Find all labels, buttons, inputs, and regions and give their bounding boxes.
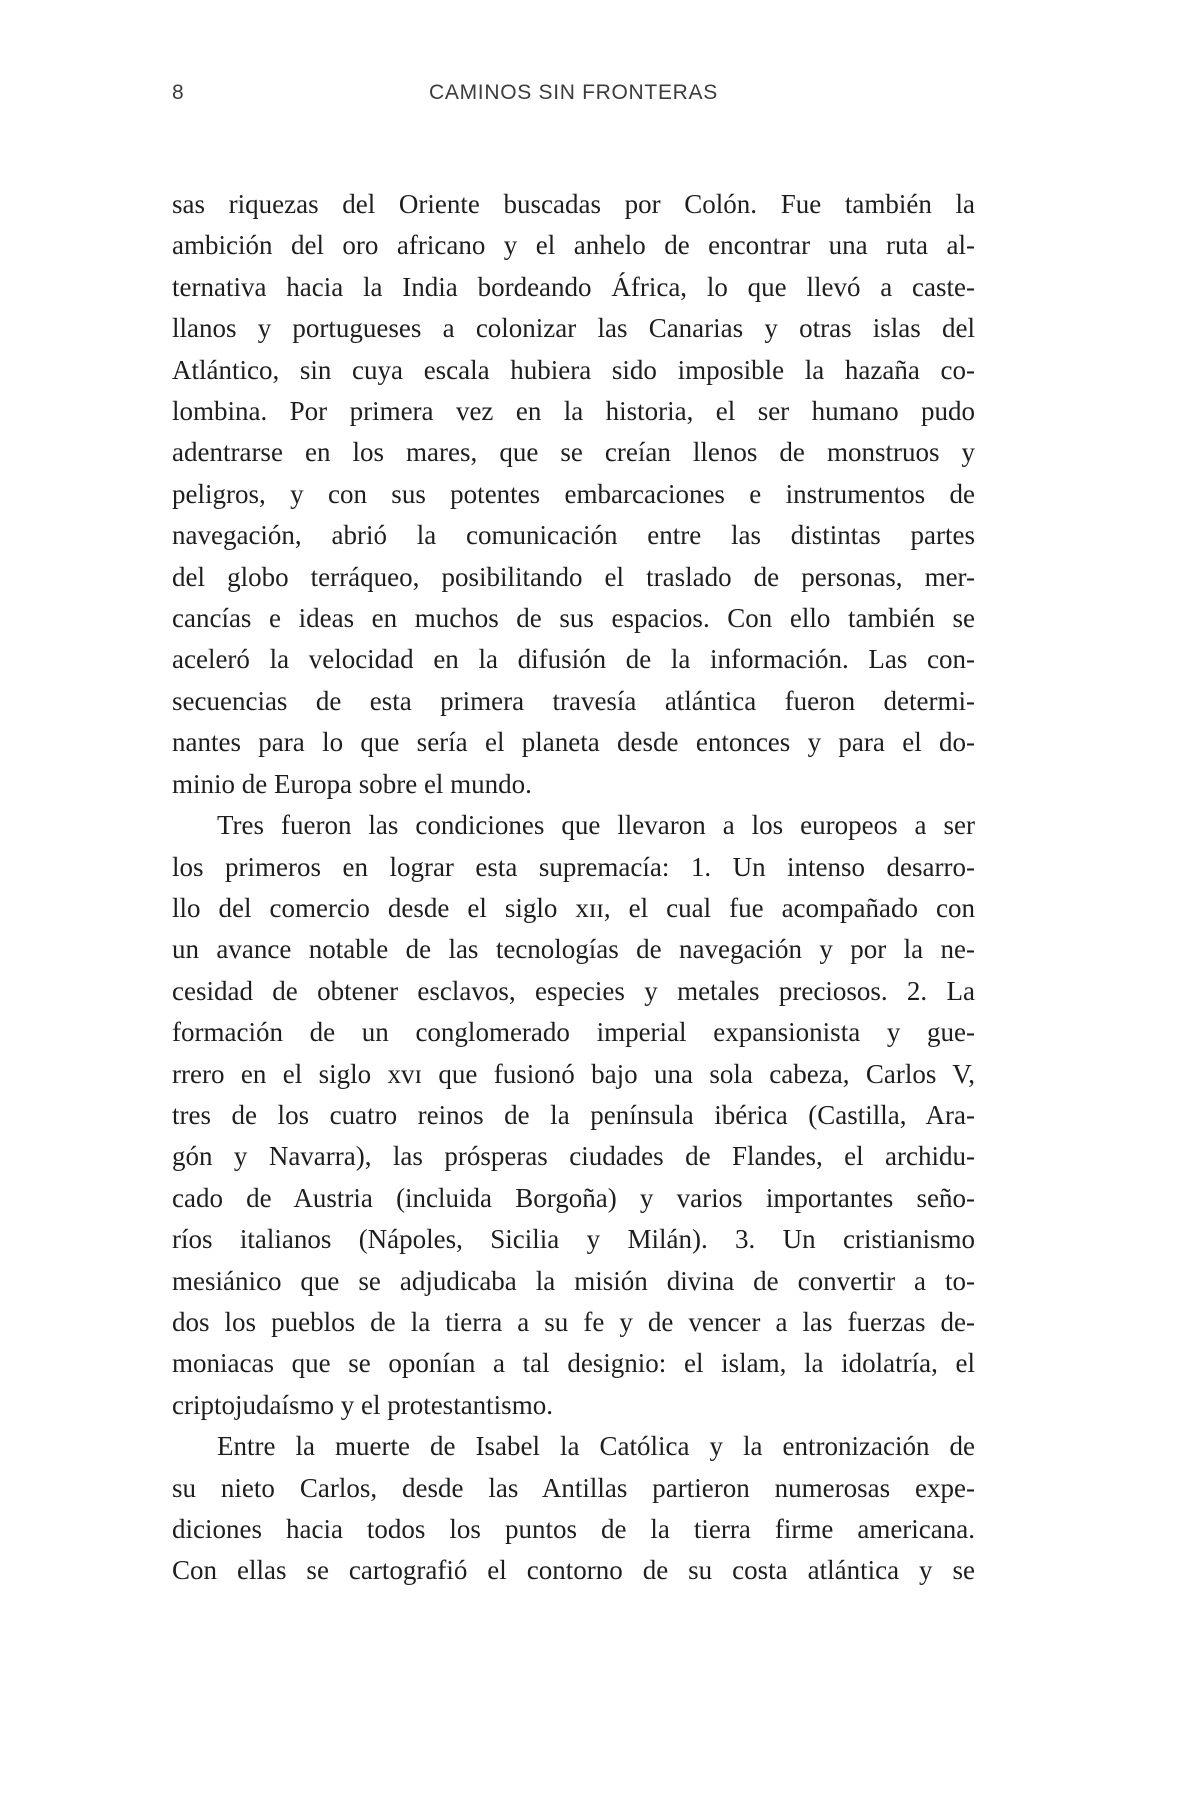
text-line: mesiánico que se adjudicaba la misión divina de convertir a to-: [172, 1265, 975, 1296]
text-line: secuencias de esta primera travesía atlántica fueron determi-: [172, 685, 975, 716]
paragraph: [172, 805, 975, 1426]
text-line: sas riquezas del Oriente buscadas por Colón. Fue también la: [172, 189, 975, 219]
text-line: nantes para lo que sería el planeta desde entonces y para el do-: [172, 727, 975, 758]
text-line: Con ellas se cartografió el contorno de su costa atlántica y se: [172, 1555, 975, 1586]
text-line: adentrarse en los mares, que se creían llenos de monstruos y: [172, 437, 975, 468]
text-line: rrero en el siglo xᴠɪ que fusionó bajo una sola cabeza, Carlos V,: [172, 1058, 975, 1089]
text-line: ambición del oro africano y el anhelo de encontrar una ruta al-: [172, 230, 975, 261]
text-line: Entre la muerte de Isabel la Católica y la entronización de: [217, 1431, 975, 1462]
text-line: Atlántico, sin cuya escala hubiera sido imposible la hazaña co-: [172, 354, 975, 385]
text-line: tres de los cuatro reinos de la península ibérica (Castilla, Ara-: [172, 1099, 975, 1130]
page-header: [172, 82, 975, 106]
text-line: gón y Navarra), las prósperas ciudades de Flandes, el archidu-: [172, 1141, 975, 1172]
text-line: minio de Europa sobre el mundo.: [172, 768, 532, 799]
text-line: llanos y portugueses a colonizar las Canarias y otras islas del: [172, 313, 975, 344]
text-line: lombina. Por primera vez en la historia, el ser humano pudo: [172, 396, 975, 427]
text-line: peligros, y con sus potentes embarcaciones e instrumentos de: [172, 478, 975, 509]
text-line: cancías e ideas en muchos de sus espacios. Con ello también se: [172, 603, 975, 634]
paragraph: [172, 184, 975, 805]
text-line: diciones hacia todos los puntos de la tierra firme americana.: [172, 1514, 975, 1544]
text-line: un avance notable de las tecnologías de navegación y por la ne-: [172, 934, 975, 965]
text-line: dos los pueblos de la tierra a su fe y de vencer a las fuerzas de-: [172, 1306, 975, 1337]
text-line: llo del comercio desde el siglo xɪɪ, el cual fue acompañado con: [172, 892, 975, 923]
text-line: ternativa hacia la India bordeando África, lo que llevó a caste-: [172, 271, 975, 302]
text-line: ríos italianos (Nápoles, Sicilia y Milán). 3. Un cristianismo: [172, 1224, 975, 1255]
text-line: moniacas que se oponían a tal designio: el islam, la idolatría, el: [172, 1348, 975, 1379]
text-line: su nieto Carlos, desde las Antillas partieron numerosas expe-: [172, 1472, 975, 1503]
text-block: [172, 184, 975, 1592]
text-line: criptojudaísmo y el protestantismo.: [172, 1389, 553, 1420]
text-line: del globo terráqueo, posibilitando el traslado de personas, mer-: [172, 561, 975, 592]
text-line: Tres fueron las condiciones que llevaron a los europeos a ser: [217, 810, 975, 841]
page-number: 8: [172, 81, 184, 104]
text-line: cado de Austria (incluida Borgoña) y varios importantes seño-: [172, 1182, 975, 1213]
text-line: aceleró la velocidad en la difusión de la información. Las con-: [172, 644, 975, 675]
running-head: CAMINOS SIN FRONTERAS: [429, 81, 718, 104]
text-line: formación de un conglomerado imperial expansionista y gue-: [172, 1017, 975, 1048]
text-line: navegación, abrió la comunicación entre las distintas partes: [172, 520, 975, 551]
paragraph: [172, 1426, 975, 1592]
text-line: los primeros en lograr esta supremacía: 1. Un intenso desarro-: [172, 851, 975, 882]
text-line: cesidad de obtener esclavos, especies y metales preciosos. 2. La: [172, 975, 975, 1006]
